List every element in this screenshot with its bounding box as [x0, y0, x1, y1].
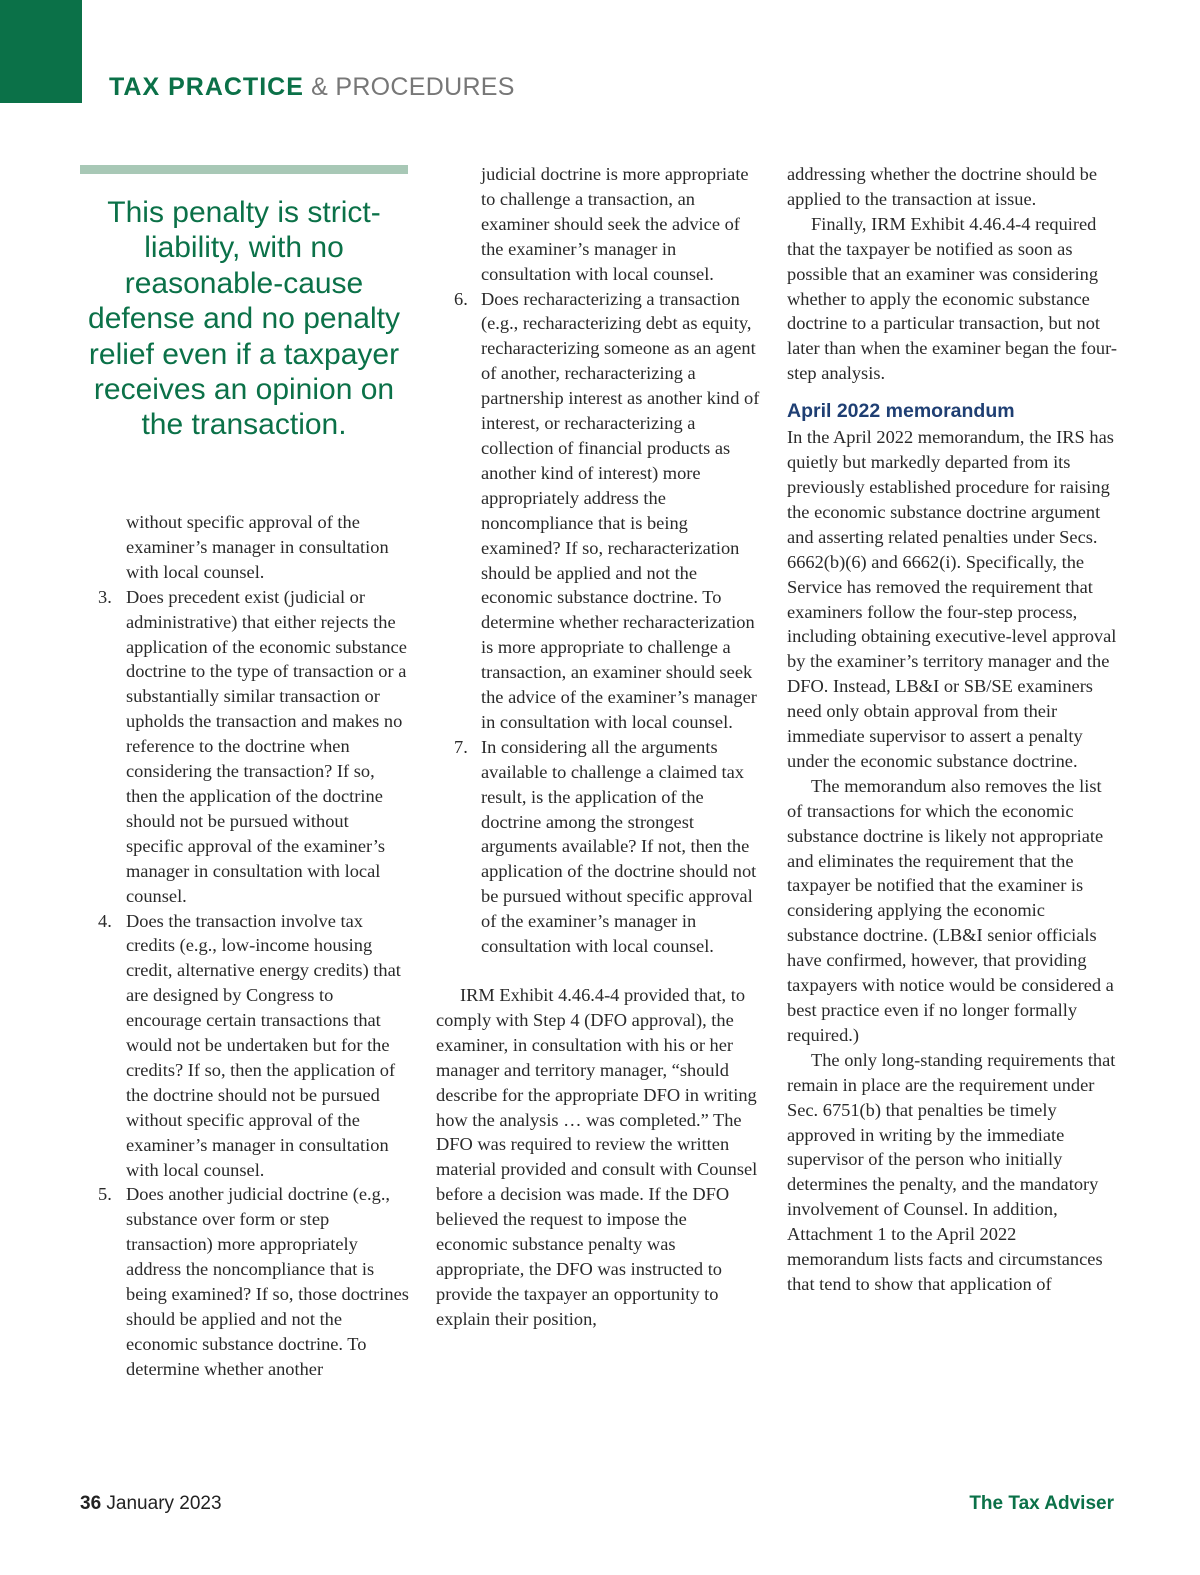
section-header: [109, 73, 515, 102]
paragraph-gap: [436, 959, 760, 983]
column-1: [98, 510, 410, 1382]
list-item-continuation: judicial doctrine is more appropriate to challenge a transaction, an examiner should seek the advice of the examiner’s manager in consultation with local counsel.: [481, 164, 749, 284]
list-item: [98, 909, 410, 1183]
pull-quote-rule: [80, 165, 408, 174]
list-item-number: 3.: [98, 586, 112, 607]
corner-accent-block: [0, 0, 82, 103]
list-item-number: 4.: [98, 910, 112, 931]
publication-name: The Tax Adviser: [969, 1493, 1114, 1514]
list-item-continuation: without specific approval of the examiner’s manager in consultation with local counsel.: [126, 512, 389, 582]
section-subheading: April 2022 memorandum: [787, 400, 1015, 423]
list-item-number: 7.: [454, 736, 468, 757]
list-item-text: In considering all the arguments available to challenge a claimed tax result, is the application of the doctrine among the strongest arguments available? If not, then the application of the doctrine should not be pursued without specific approval of the examiner’s manager in consultation with local counsel.: [481, 736, 757, 957]
list-item: [436, 735, 760, 959]
column-2: [436, 162, 760, 1332]
list-item-text: Does another judicial doctrine (e.g., substance over form or step transaction) more appropriately address the noncompliance that is being examined? If so, those doctrines should be applied and not the economic substance doctrine. To determine whether another: [126, 1184, 409, 1379]
body-paragraph: In the April 2022 memorandum, the IRS has quietly but markedly departed from its previously established procedure for raising the economic substance doctrine argument and asserting related penalties under Secs. 6662(b)(6) and 6662(i). Specifically, the Service has removed the requirement that examiners follow the four-step process, including obtaining executive-level approval by the examiner’s territory manager and the DFO. Instead, LB&I or SB/SE examiners need only obtain approval from their immediate supervisor to assert a penalty under the economic substance doctrine.: [787, 427, 1117, 771]
list-item-text: Does the transaction involve tax credits (e.g., low-income housing credit, alternative energy credits) that are designed by Congress to encourage certain transactions that would not be undertaken but for the credits? If so, then the application of the doctrine should not be pursued without specific approval of the examiner’s manager in consultation with local counsel.: [126, 910, 401, 1180]
page-number: 36: [80, 1493, 102, 1514]
list-item: [98, 585, 410, 909]
issue-date: January 2023: [106, 1493, 222, 1514]
body-paragraph: The only long-standing requirements that remain in place are the requirement under Sec. 6751(b) that penalties be timely approved in writing by the immediate supervisor of the person who initially determines the penalty, and the mandatory involvement of Counsel. In addition, Attachment 1 to the April 2022 memorandum lists facts and circumstances that tend to show that application of: [787, 1049, 1116, 1294]
list-item-number: 5.: [98, 1184, 112, 1205]
body-paragraph: The memorandum also removes the list of transactions for which the economic substance doctrine is likely not appropriate and eliminates the requirement that the taxpayer be notified that the examiner is considering applying the economic substance doctrine. (LB&I senior officials have confirmed, however, that providing taxpayers with notice would be considered a best practice even if no longer formally required.): [787, 775, 1114, 1045]
body-paragraph: Finally, IRM Exhibit 4.46.4-4 required that the taxpayer be notified as soon as possible that an examiner was considering whether to apply the economic substance doctrine to a particular transaction, but not later than when the examiner began the four-step analysis.: [787, 213, 1118, 384]
list-item: [98, 1182, 410, 1381]
list-item-number: 6.: [454, 288, 468, 309]
list-item: [436, 287, 760, 735]
list-item-text: Does recharacterizing a transaction (e.g., recharacterizing debt as equity, recharacterizing someone as an agent of another, recharacterizing a partnership interest as another kind of interest, or recharacterizing a collection of financial products as another kind of interest) more appropriately address the noncompliance that is being examined? If so, recharacterization should be applied and not the economic substance doctrine. To determine whether recharacterization is more appropriate to challenge a transaction, an examiner should seek the advice of the examiner’s manager in consultation with local counsel.: [481, 288, 760, 732]
list-item-text: Does precedent exist (judicial or administrative) that either rejects the application of the economic substance doctrine to the type of transaction or a substantially similar transaction or upholds the transaction and makes no reference to the doctrine when considering the transaction? If so, then the application of the doctrine should not be pursued without specific approval of the examiner’s manager in consultation with local counsel.: [126, 586, 407, 906]
footer-folio: [80, 1493, 222, 1515]
column-3: [787, 162, 1117, 1297]
section-title-strong: TAX PRACTICE: [109, 73, 304, 101]
pull-quote: This penalty is strict-liability, with no reasonable-cause defense and no penalty relief even if a taxpayer receives an opinion on the transaction.: [88, 196, 400, 442]
body-paragraph: IRM Exhibit 4.46.4-4 provided that, to comply with Step 4 (DFO approval), the examiner, in consultation with his or her manager and territory manager, “should describe for the appropriate DFO in writing how the analysis … was completed.” The DFO was required to review the written material provided and consult with Counsel before a decision was made. If the DFO believed the request to impose the economic substance penalty was appropriate, the DFO was instructed to provide the taxpayer an opportunity to explain their position,: [436, 985, 758, 1329]
section-title-light: & PROCEDURES: [311, 73, 515, 101]
body-paragraph: addressing whether the doctrine should be applied to the transaction at issue.: [787, 164, 1098, 209]
